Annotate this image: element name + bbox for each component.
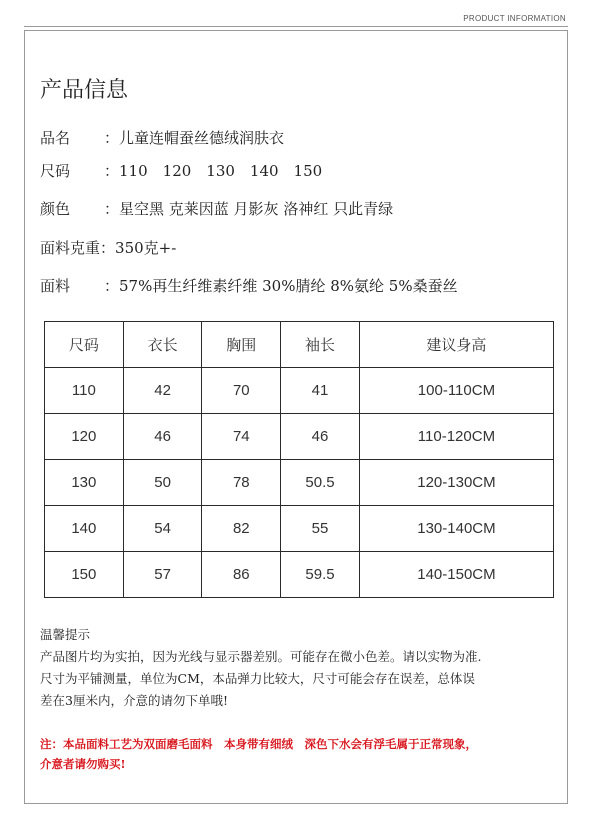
table-row [45,506,554,552]
table-cell: 120-130CM [359,460,553,506]
table-cell: 55 [281,506,360,552]
info-row-size: 尺码 ：110 120 130 140 150 [40,162,323,180]
table-cell: 130-140CM [359,506,553,552]
table-cell: 70 [202,368,281,414]
info-row-color: 颜色 ：星空黑 克莱因蓝 月影灰 洛神红 只此青绿 [40,200,394,218]
table-cell: 54 [123,506,202,552]
notes-line: 差在3厘米内，介意的请勿下单哦! [40,693,228,708]
warning-line: 介意者请勿购买! [40,757,126,771]
info-key: 面料 [40,277,71,295]
page-title: 产品信息 [40,78,129,103]
header-cell: 袖长 [281,322,360,368]
size-table [44,321,554,598]
table-cell: 100-110CM [359,368,553,414]
header-cell: 尺码 [45,322,124,368]
table-cell: 110 [45,368,124,414]
table-cell: 41 [281,368,360,414]
info-value: 110 120 130 140 150 [119,162,323,180]
table-cell: 59.5 [281,552,360,598]
table-cell: 74 [202,414,281,460]
info-value: 57%再生纤维素纤维 30%腈纶 8%氨纶 5%桑蚕丝 [119,277,458,295]
table-cell: 46 [123,414,202,460]
info-row-weight: 面料克重：350克+- [40,239,177,257]
warning-section [40,734,560,774]
table-cell: 86 [202,552,281,598]
header-cell: 建议身高 [359,322,553,368]
notes-line: 产品图片均为实拍，因为光线与显示器差别。可能存在微小色差。请以实物为准. [40,649,482,664]
header-divider [24,26,568,27]
table-row [45,368,554,414]
table-row [45,460,554,506]
table-cell: 50.5 [281,460,360,506]
table-cell: 57 [123,552,202,598]
notes-line: 尺寸为平铺测量，单位为CM，本品弹力比较大，尺寸可能会存在误差，总体误 [40,671,475,686]
notes-title: 温馨提示 [40,627,91,642]
table-cell: 110-120CM [359,414,553,460]
warning-line: 注：本品面料工艺为双面磨毛面料 本身带有细绒 深色下水会有浮毛属于正常现象， [40,737,477,751]
info-key: 尺码 [40,162,71,180]
info-row-fabric: 面料 ：57%再生纤维素纤维 30%腈纶 8%氨纶 5%桑蚕丝 [40,277,458,295]
info-value: 星空黑 克莱因蓝 月影灰 洛神红 只此青绿 [119,200,394,218]
table-cell: 150 [45,552,124,598]
table-cell: 82 [202,506,281,552]
info-key: 颜色 [40,200,71,218]
table-cell: 140-150CM [359,552,553,598]
table-cell: 42 [123,368,202,414]
info-key: 面料克重 [40,239,101,257]
table-row [45,552,554,598]
table-cell: 140 [45,506,124,552]
header-label: PRODUCT INFORMATION [463,14,566,23]
notes-section [40,624,560,712]
table-header-row [45,322,554,368]
table-cell: 46 [281,414,360,460]
table-cell: 120 [45,414,124,460]
header-cell: 衣长 [123,322,202,368]
info-key: 品名 [40,129,71,147]
info-value: 350克+- [115,239,177,257]
table-row [45,414,554,460]
header-cell: 胸围 [202,322,281,368]
table-cell: 78 [202,460,281,506]
info-row-name: 品名 ：儿童连帽蚕丝德绒润肤衣 [40,129,285,147]
table-cell: 130 [45,460,124,506]
info-value: 儿童连帽蚕丝德绒润肤衣 [119,129,285,147]
table-cell: 50 [123,460,202,506]
